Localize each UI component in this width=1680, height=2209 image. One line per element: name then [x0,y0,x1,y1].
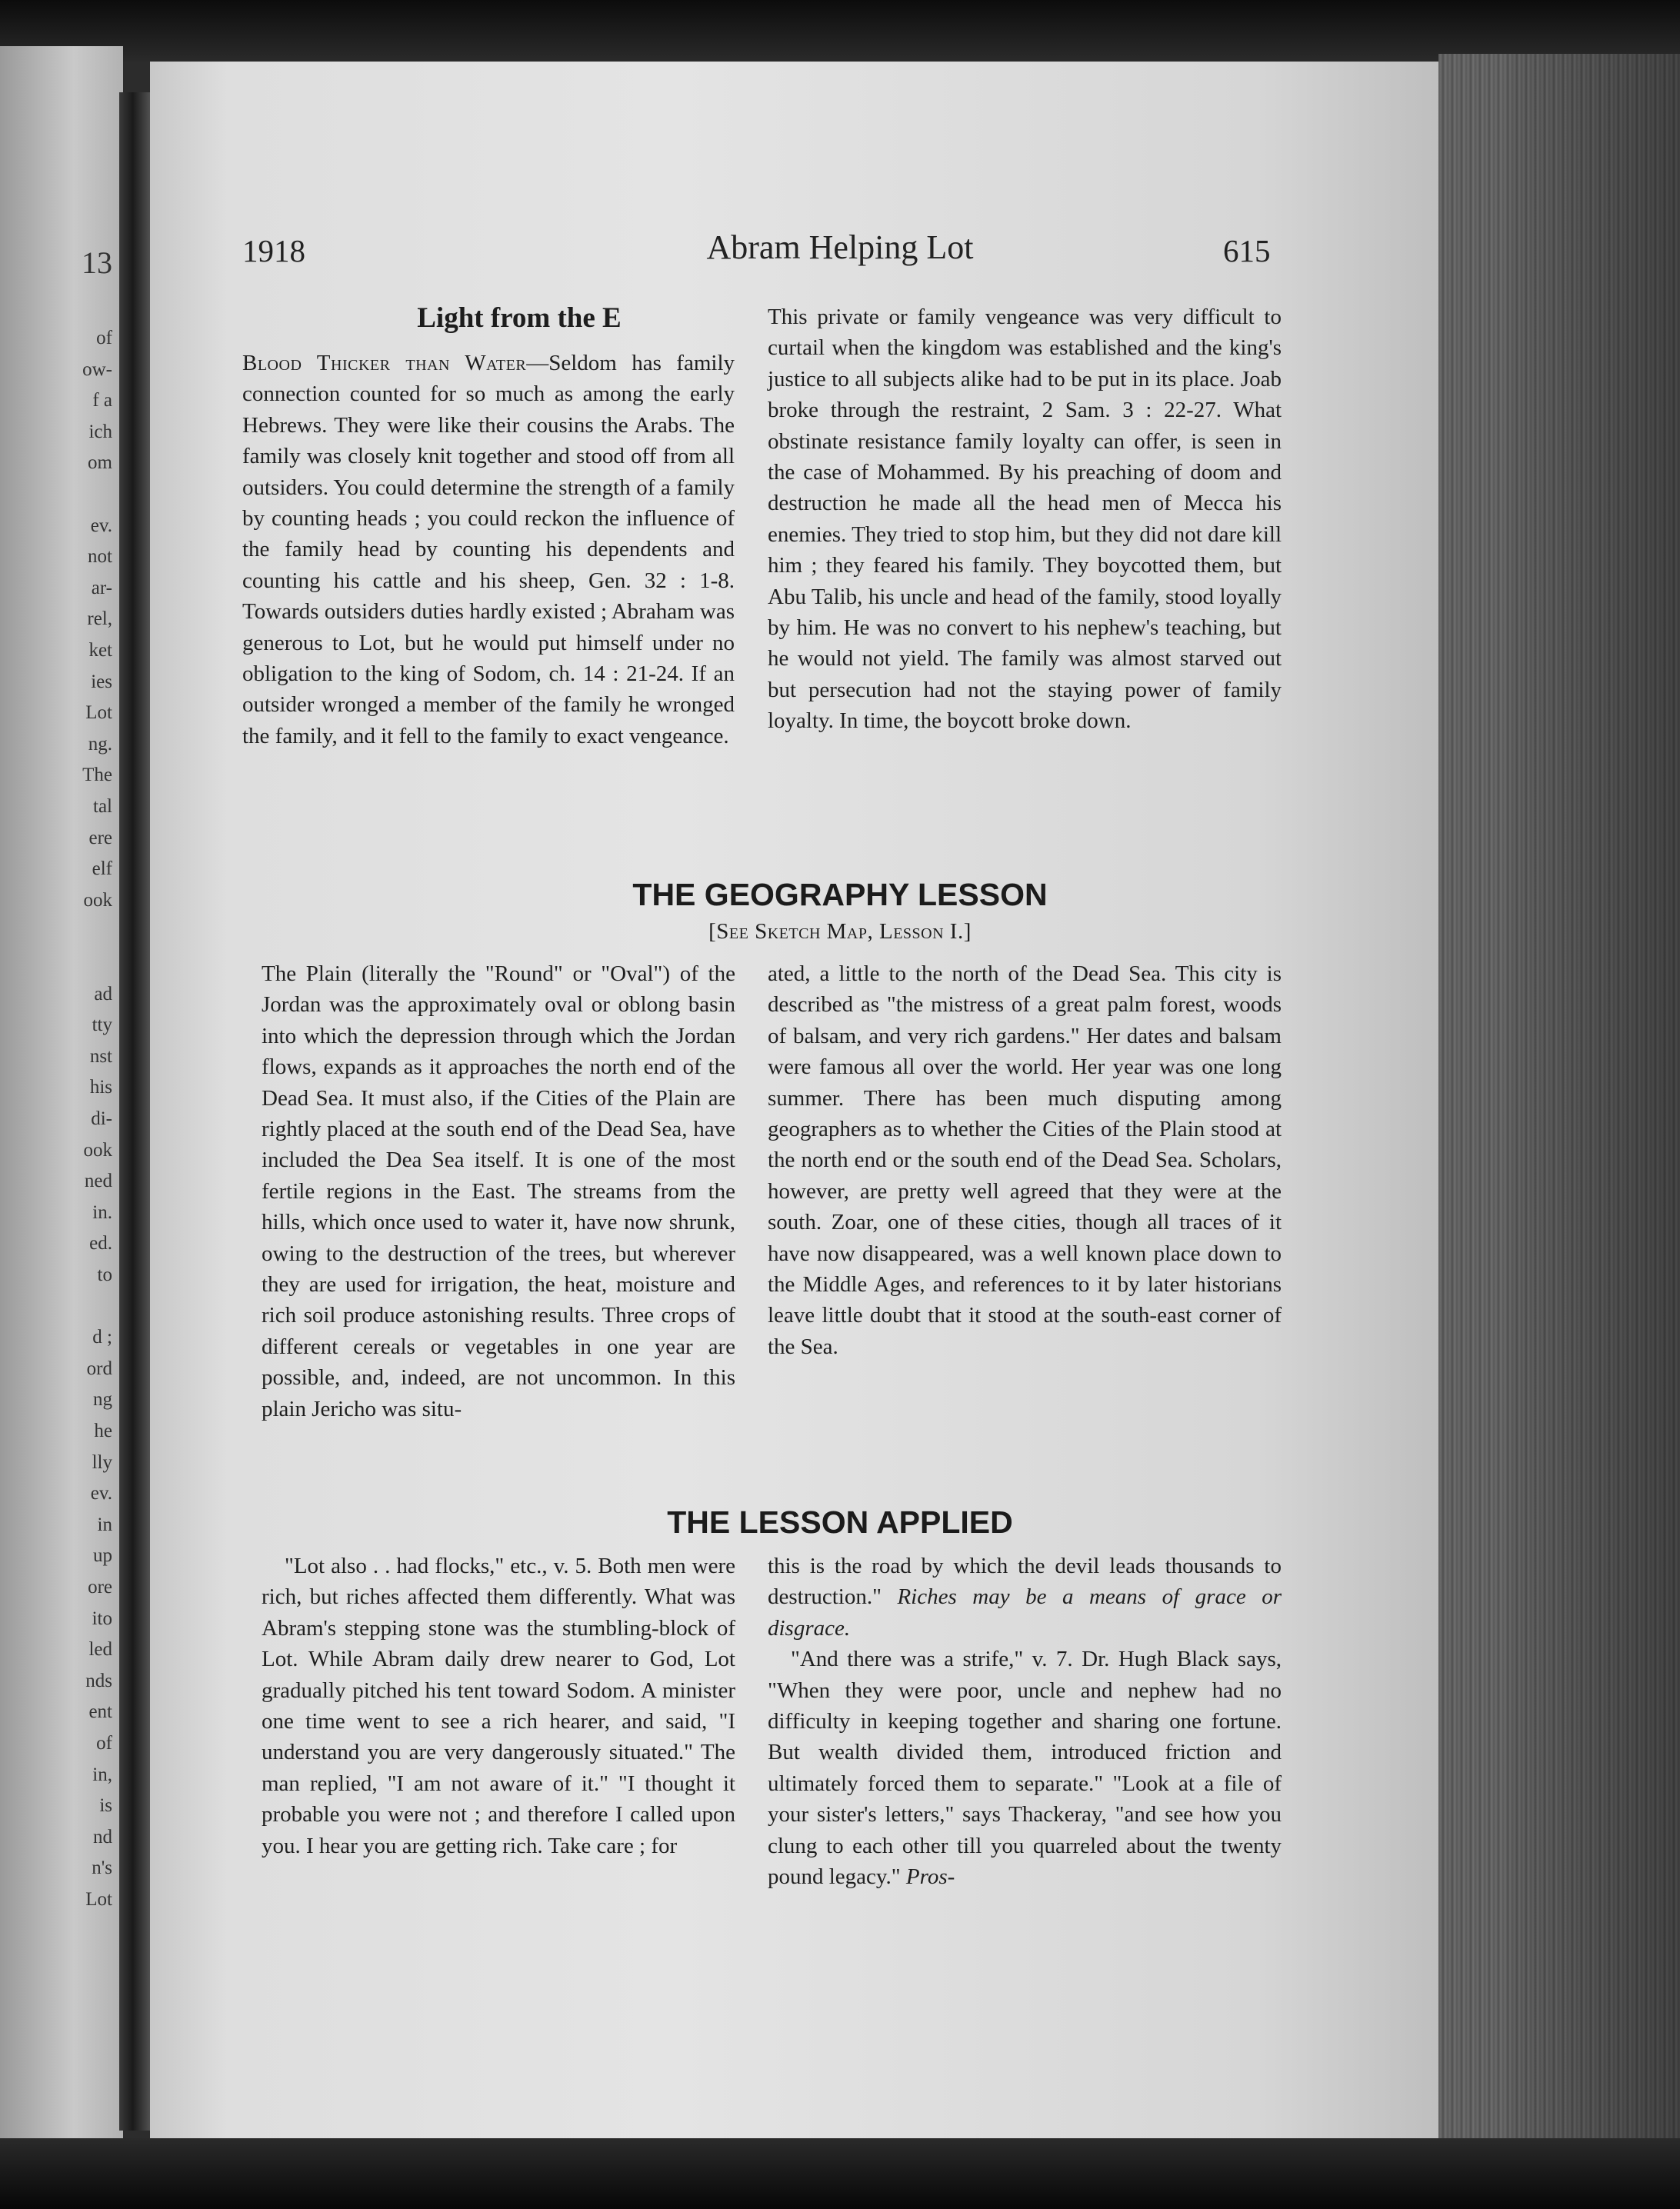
previous-page-fragment: f a [92,390,112,411]
previous-page-fragment: ow- [82,358,112,380]
light-lead-caps: Blood Thicker than Water [242,351,527,375]
previous-page-fragment: ere [88,827,112,848]
previous-page-fragment: up [93,1545,112,1567]
previous-page-fragment: tal [93,796,112,817]
previous-page-fragment: ad [94,983,112,1005]
previous-page-fragment: Lot [85,1889,112,1910]
previous-page-fragment: ore [88,1577,112,1598]
page-number: 615 [1223,233,1271,268]
previous-page-fragment: 13 [82,245,112,280]
geography-section-title: THE GEOGRAPHY LESSON [632,877,1048,912]
previous-page-fragment: ito [92,1608,112,1629]
previous-page-fragment: ned [84,1171,112,1192]
previous-page-fragment: ook [83,889,112,911]
scan-bottom-shadow [0,2138,1680,2209]
book-gutter [119,92,153,2131]
light-right-column [768,302,1282,737]
geography-left-column [262,958,735,1424]
previous-page-fragment: ord [86,1358,112,1379]
applied-right-italic-end: Pros- [905,1864,955,1890]
applied-section-title: THE LESSON APPLIED [667,1504,1013,1540]
previous-page-fragment: ies [91,671,112,692]
previous-page-fragment: he [94,1421,112,1441]
previous-page-fragment: ev. [90,1483,112,1504]
previous-page-fragment: ev. [90,515,112,536]
previous-page-fragment: d ; [92,1327,112,1348]
page-block-shadow [1508,54,1680,2138]
previous-page-fragment: of [96,1733,112,1754]
previous-page-fragment: ed. [89,1233,112,1254]
previous-page-fragment: of [96,328,112,348]
page-year: 1918 [242,233,305,268]
previous-page-fragment: in, [92,1764,112,1785]
applied-right-column [768,1551,1282,1892]
previous-page-fragment: not [88,546,112,568]
applied-right-italic: Riches may be a means of grace or disgrace. [768,1584,1282,1641]
light-left-text: —Seldom has family connection counted for so much as among the early Hebrews. They were like their cousins the Arabs. The family was closely knit together and stood off from all outsiders. You could determine the strength of a family by counting heads ; you could reckon the influence of the family head by counting his dependents and counting his cattle and his sheep, Gen. 32 : 1-8. Towards outsiders duties hardly existed ; Abraham was generous to Lot, but he would put himself under no obligation to the king of Sodom, ch. 14 : 21-24. If an outsider wronged a member of the family he wronged the family, and it fell to the family to exact vengeance. [242,351,735,748]
previous-page-fragment: is [99,1795,112,1817]
light-left-column [242,348,735,751]
previous-page-fragment: ng [93,1389,112,1411]
previous-page-fragment: n's [92,1857,112,1879]
geography-left-text: The Plain (literally the "Round" or "Oval") of the Jordan was the approximately oval or oblong basin into which the depression through which the Jordan flows, expands as it approaches the north end of the Dead Sea. It must also, if the Cities of the Plain are rightly placed at the south end of the Dead Sea, have included the Dea Sea itself. It is one of the most fertile regions in the East. The streams from the hills, which once used to water it, have now shrunk, owing to the destruction of the trees, but wherever they are used for irrigation, the heat, moisture and rich soil produce astonishing results. Three crops of different cereals or vegetables in one year are possible, and, indeed, are not uncommon. In this plain Jericho was situ- [262,961,735,1421]
applied-right-text-2: "And there was a strife," v. 7. Dr. Hugh Black says, "When they were poor, uncle and nephew had no difficulty in keeping together and sharing one fortune. But wealth divided them, introduced friction and ultimately forced them to separate." "Look at a file of your sister's letters," says Thackeray, "and see how you clung to each other till you quarreled about the twenty pound legacy." [768,1647,1282,1890]
previous-page-fragment: his [89,1077,112,1098]
geography-right-text: ated, a little to the north of the Dead Sea. This city is described as "the mistress of a great palm forest, woods of balsam, and very rich gardens." Her dates and balsam were famous all over the world. Her year was one long summer. There has been much disputing among geographers as to whether the Cities of the Plain stood at the north end or the south end of the Dead Sea. Scholars, however, are pretty well agreed that they were at the south. Zoar, one of these cities, though all traces of it have now disappeared, was a well known place down to the Middle Ages, and references to it by later historians leave little doubt that it stood at the south-east corner of the Sea. [768,961,1282,1359]
previous-page-fragment: tty [92,1015,112,1036]
previous-page-fragment: to [97,1264,112,1285]
previous-page-fragment: led [88,1639,112,1661]
previous-page-fragment: nst [89,1045,112,1067]
previous-page-fragment: lly [92,1451,112,1473]
page-title: Abram Helping Lot [706,228,974,266]
applied-right-text-1: this is the road by which the devil leads thousands to destruction." [768,1554,1282,1610]
previous-page-fragment: ket [88,640,112,661]
light-section-title: Light from the E [417,302,622,334]
scan-top-shadow [0,0,1680,62]
light-right-text: This private or family vengeance was very difficult to curtail when the kingdom was established and the king's justice to all subjects alike had to be put in its place. Joab broke through the restraint, 2 Sam. 3 : 22-27. What obstinate resistance family loyalty can offer, is seen in the case of Mohammed. By his preaching of doom and destruction he made all the head men of Mecca his enemies. They tried to stop him, but they did not dare kill him ; they feared his family. They boycotted them, but Abu Talib, his uncle and head of the family, stood loyally by him. He was no convert to his nephew's teaching, but he would not yield. The family was almost starved out but persecution had not the staying power of family loyalty. In time, the boycott broke down. [768,305,1282,734]
previous-page-fragment: ich [88,421,112,442]
previous-page-fragment: in [97,1514,112,1535]
previous-page-fragment: rel, [87,608,112,630]
geography-section-subtitle: [See Sketch Map, Lesson I.] [708,919,972,944]
geography-right-column [768,958,1282,1362]
previous-page-fragment: elf [92,858,112,880]
previous-page-fragment: ook [83,1139,112,1161]
previous-page-fragment: ent [88,1701,112,1723]
applied-left-text: "Lot also . . had flocks," etc., v. 5. Both men were rich, but riches affected them differently. What was Abram's stepping stone was the stumbling-block of Lot. While Abram daily drew nearer to God, Lot gradually pitched his tent toward Sodom. A minister one time went to see a rich hearer, and said, "I understand you are very dangerously situated." The man replied, "I am not aware of it." "I thought it probable you were not ; and therefore I called upon you. I hear you are getting rich. Take care ; for [262,1554,735,1858]
previous-page-edge [0,46,123,2154]
previous-page-fragment: nd [93,1826,112,1847]
previous-page-fragment: om [88,452,112,474]
previous-page-fragment: nds [85,1670,112,1691]
previous-page-fragment: di- [91,1108,112,1129]
previous-page-fragment: ar- [91,577,112,598]
previous-page-fragment: Lot [85,702,112,724]
previous-page-fragment: in. [92,1201,112,1223]
previous-page-fragment: ng. [88,733,112,755]
previous-page-fragment: The [82,765,112,786]
applied-left-column [262,1551,735,1861]
